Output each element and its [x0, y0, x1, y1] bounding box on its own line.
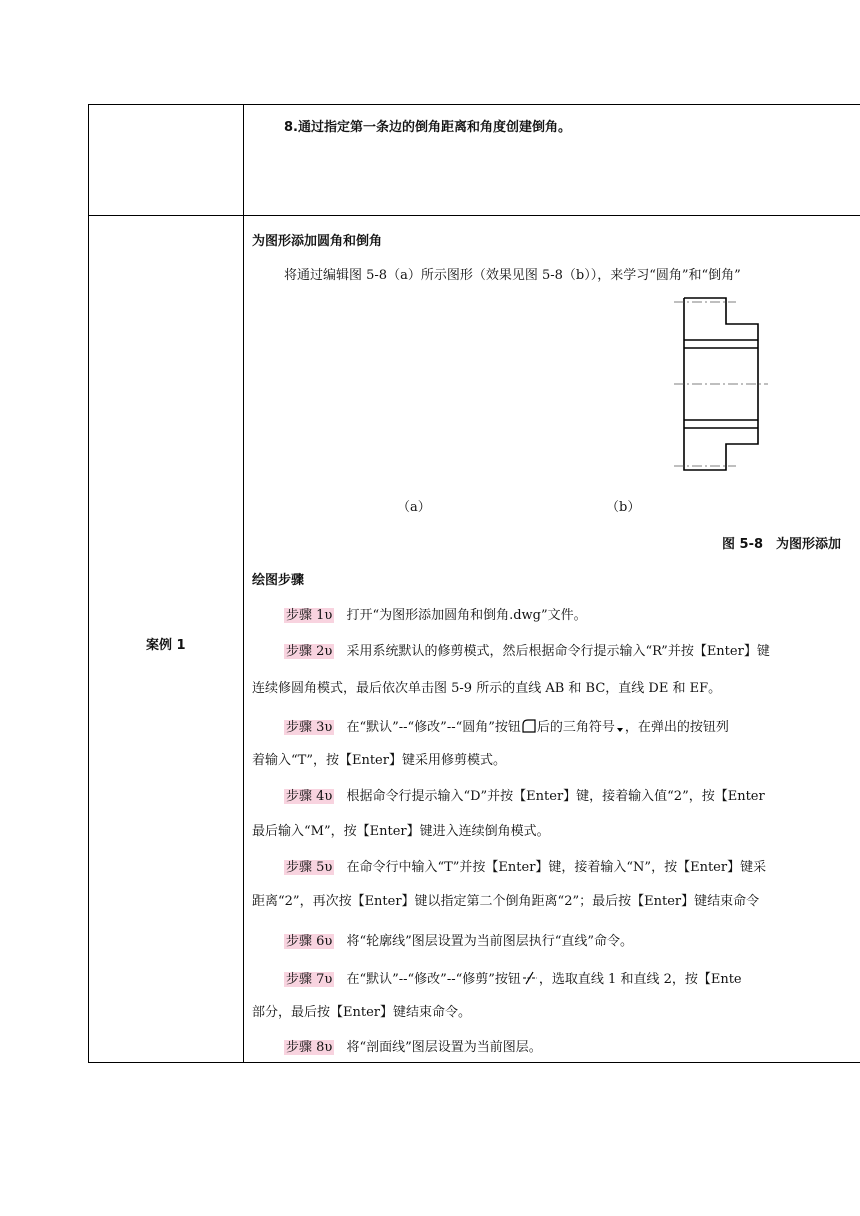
step-text: ，选取直线 1 和直线 2，按【Ente: [538, 972, 742, 987]
step-4: [284, 788, 765, 806]
intro-paragraph: 将通过编辑图 5-8（a）所示图形（效果见图 5-8（b）），来学习“圆角”和“倒角”: [284, 268, 741, 283]
step-7-continuation: 部分，最后按【Enter】键结束命令。: [252, 1005, 471, 1020]
fillet-icon: [522, 719, 536, 733]
step-4-continuation: 最后输入“M”，按【Enter】键进入连续倒角模式。: [252, 824, 550, 839]
step-text: 将“轮廓线”图层设置为当前图层执行“直线”命令。: [346, 934, 634, 949]
step-6: [284, 933, 633, 951]
step-3-continuation: 着输入“T”，按【Enter】键采用修剪模式。: [252, 753, 506, 768]
step-text: 在“默认”--“修改”--“修剪”按钮: [346, 972, 521, 987]
step-label: 步骤 7υ: [286, 972, 333, 987]
step-5-continuation: 距离“2”，再次按【Enter】键以指定第二个倒角距离“2”；最后按【Enter】键结束命令: [252, 894, 760, 909]
trim-icon: [522, 971, 538, 985]
step-3: [284, 717, 729, 737]
table-row-divider: [88, 215, 860, 216]
step-text: 后的三角符号: [536, 720, 615, 735]
step-text: 将“剖面线”图层设置为当前图层。: [346, 1040, 542, 1055]
gear-section-figure: [668, 288, 788, 488]
step-label: 步骤 2υ: [286, 644, 333, 659]
case-label: 案例 1: [146, 638, 186, 653]
step-text: 打开“为图形添加圆角和倒角.dwg”文件。: [346, 608, 587, 623]
table-border-top: [88, 104, 860, 105]
figure-label-b: （b）: [606, 500, 641, 515]
step-1: [284, 607, 587, 625]
step-5: [284, 859, 766, 877]
section-title: 为图形添加圆角和倒角: [252, 234, 383, 249]
figure-caption: 图 5-8 为图形添加: [722, 537, 842, 552]
step-text: 在命令行中输入“T”并按【Enter】键，接着输入“N”，按【Enter】键采: [346, 860, 767, 875]
table-border-left: [88, 104, 89, 1062]
step-text: ，在弹出的按钮列: [624, 720, 729, 735]
step-2-continuation: 连续修圆角模式，最后依次单击图 5-9 所示的直线 AB 和 BC，直线 DE 和 EF。: [252, 681, 722, 696]
step-text: 采用系统默认的修剪模式，然后根据命令行提示输入“R”并按【Enter】键: [346, 644, 770, 659]
dropdown-triangle-icon: [616, 724, 624, 734]
step-label: 步骤 1υ: [286, 608, 333, 623]
step-7: [284, 969, 742, 989]
figure-label-a: （a）: [397, 500, 431, 515]
steps-heading: 绘图步骤: [252, 573, 305, 588]
step-label: 步骤 8υ: [286, 1040, 333, 1055]
step-text: 在“默认”--“修改”--“圆角”按钮: [346, 720, 521, 735]
step-text: 根据命令行提示输入“D”并按【Enter】键，接着输入值“2”，按【Enter: [346, 789, 765, 804]
table-column-divider: [243, 104, 244, 1062]
table-border-bottom: [88, 1062, 860, 1063]
step-label: 步骤 3υ: [286, 720, 333, 735]
step-label: 步骤 6υ: [286, 934, 333, 949]
step-2: [284, 643, 770, 661]
step-label: 步骤 5υ: [286, 860, 333, 875]
step-label: 步骤 4υ: [286, 789, 333, 804]
step-8: [284, 1039, 542, 1057]
row1-item-text: 8.通过指定第一条边的倒角距离和角度创建倒角。: [284, 120, 571, 135]
